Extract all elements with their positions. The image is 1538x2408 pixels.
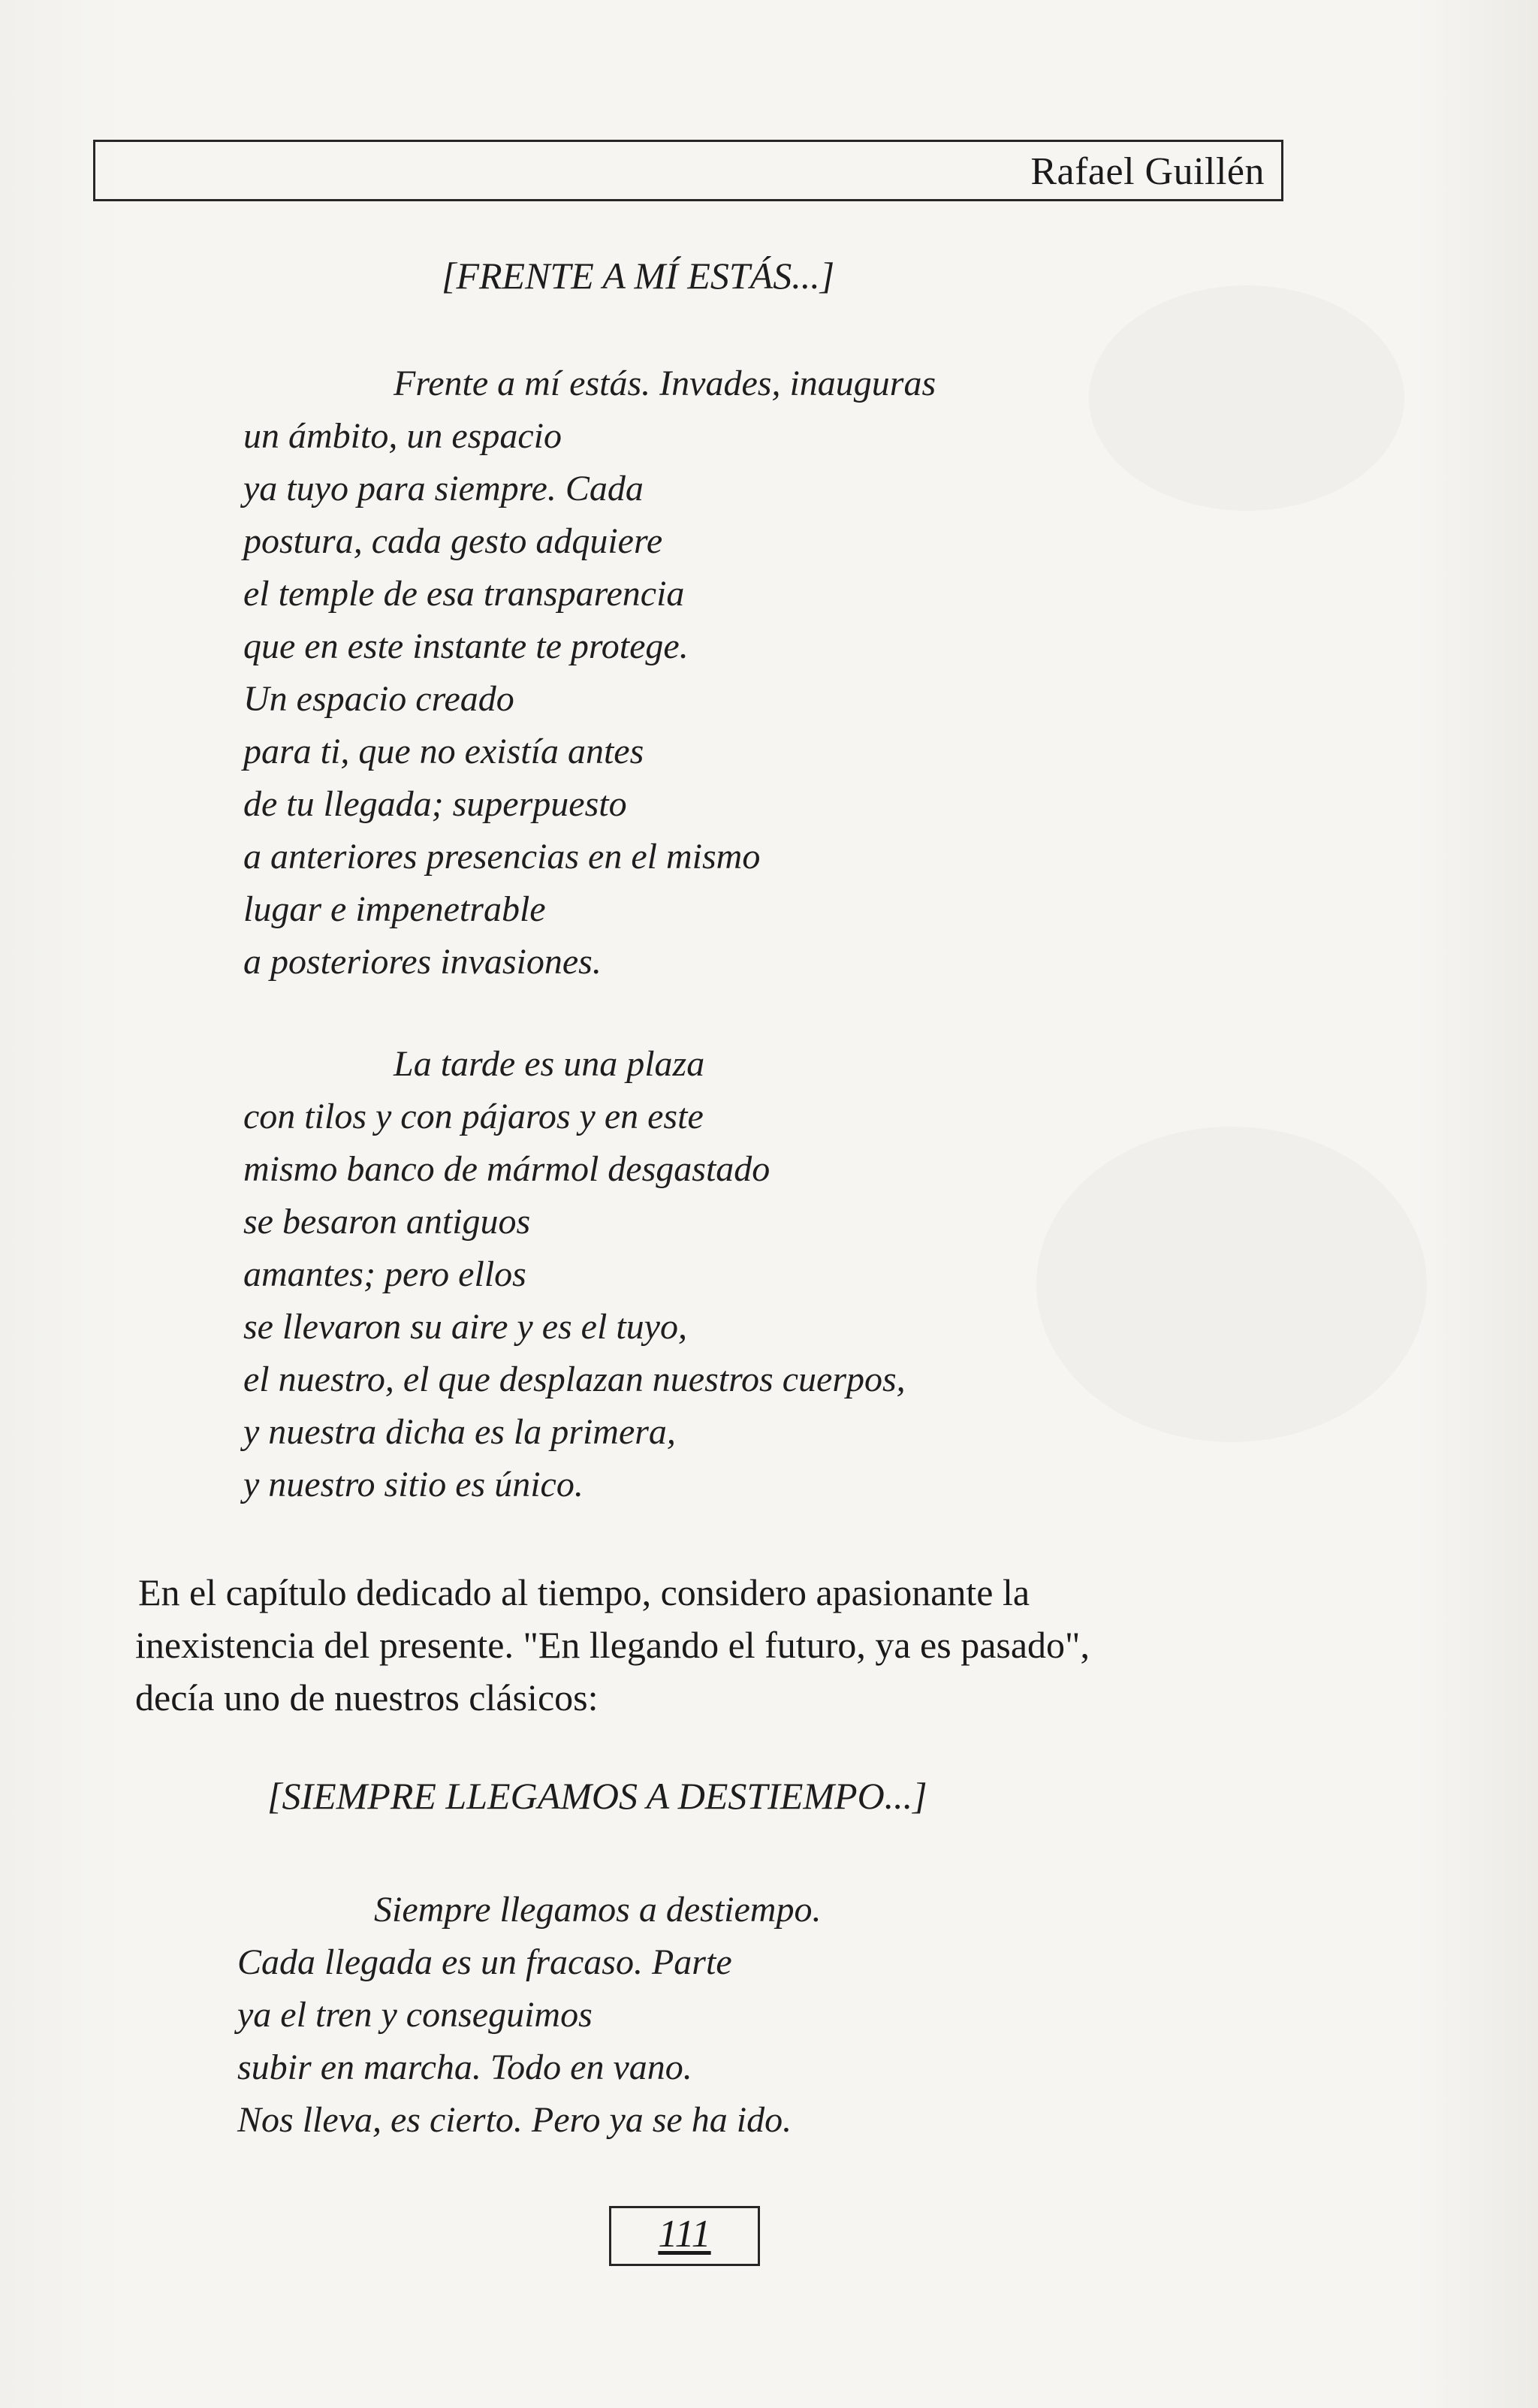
verse-line: postura, cada gesto adquiere bbox=[243, 521, 663, 561]
verse-line: lugar e impenetrable bbox=[243, 889, 546, 929]
verse-line: Cada llegada es un fracaso. Parte bbox=[237, 1942, 732, 1982]
page-number: 111 bbox=[658, 2213, 711, 2256]
verse-line: que en este instante te protege. bbox=[243, 626, 689, 666]
verse-line: a posteriores invasiones. bbox=[243, 942, 602, 982]
poem-title: [SIEMPRE LLEGAMOS A DESTIEMPO...] bbox=[267, 1775, 927, 1817]
verse-line: Un espacio creado bbox=[243, 679, 514, 719]
verse-line: Siempre llegamos a destiempo. bbox=[374, 1890, 822, 1930]
header-author: Rafael Guillén bbox=[1030, 150, 1265, 193]
verse-line: de tu llegada; superpuesto bbox=[243, 784, 627, 824]
verse-line: el temple de esa transparencia bbox=[243, 574, 685, 614]
verse-line: a anteriores presencias en el mismo bbox=[243, 837, 761, 877]
poem-stanza bbox=[237, 1884, 821, 2147]
verse-line: Nos lleva, es cierto. Pero ya se ha ido. bbox=[237, 2100, 792, 2140]
running-header bbox=[93, 140, 1283, 201]
prose-paragraph bbox=[135, 1566, 1284, 1724]
verse-line: mismo banco de mármol desgastado bbox=[243, 1149, 771, 1189]
poem-stanza bbox=[243, 1038, 906, 1511]
verse-line: se besaron antiguos bbox=[243, 1202, 531, 1242]
paper-smudge bbox=[1036, 1127, 1427, 1442]
paper-smudge bbox=[1089, 285, 1404, 511]
verse-line: La tarde es una plaza bbox=[394, 1044, 705, 1084]
verse-line: un ámbito, un espacio bbox=[243, 416, 562, 456]
verse-line: subir en marcha. Todo en vano. bbox=[237, 2047, 692, 2087]
poem-stanza bbox=[243, 358, 936, 988]
prose-line: En el capítulo dedicado al tiempo, considero apasionante la bbox=[138, 1571, 1030, 1613]
prose-line: inexistencia del presente. "En llegando el futuro, ya es pasado", bbox=[135, 1624, 1090, 1666]
verse-line: ya el tren y conseguimos bbox=[237, 1995, 593, 2035]
verse-line: amantes; pero ellos bbox=[243, 1254, 526, 1294]
page-number-box bbox=[609, 2206, 760, 2266]
verse-line: el nuestro, el que desplazan nuestros cuerpos, bbox=[243, 1359, 906, 1399]
verse-line: con tilos y con pájaros y en este bbox=[243, 1097, 704, 1136]
verse-line: ya tuyo para siempre. Cada bbox=[243, 469, 644, 508]
verse-line: Frente a mí estás. Invades, inauguras bbox=[394, 364, 936, 403]
prose-line: decía uno de nuestros clásicos: bbox=[135, 1676, 599, 1718]
verse-line: y nuestro sitio es único. bbox=[243, 1465, 584, 1504]
verse-line: para ti, que no existía antes bbox=[243, 732, 644, 771]
verse-line: y nuestra dicha es la primera, bbox=[243, 1412, 676, 1452]
verse-line: se llevaron su aire y es el tuyo, bbox=[243, 1307, 687, 1347]
poem-title: [FRENTE A MÍ ESTÁS...] bbox=[442, 255, 835, 297]
